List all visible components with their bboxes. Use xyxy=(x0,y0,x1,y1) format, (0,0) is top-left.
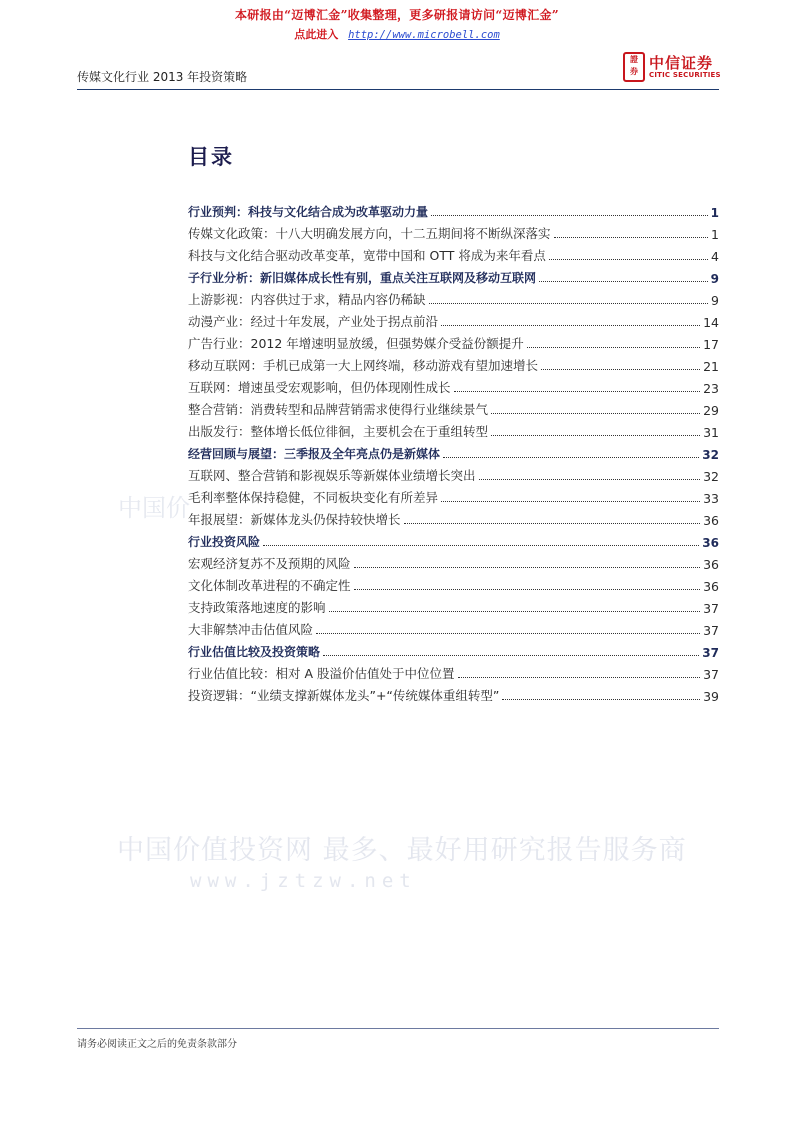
toc-entry-page: 36 xyxy=(703,513,719,528)
toc-leader-dots xyxy=(354,588,701,590)
toc-entry-page: 37 xyxy=(703,623,719,638)
toc-entry-title: 宏观经济复苏不及预期的风险 xyxy=(188,556,351,571)
logo-name-cn: 中信证券 xyxy=(649,54,714,72)
toc-entry[interactable] xyxy=(188,330,719,352)
banner-link-row xyxy=(0,26,794,42)
toc-entry-title: 传媒文化政策：十八大明确发展方向，十二五期间将不断纵深落实 xyxy=(188,226,551,241)
toc-entry[interactable] xyxy=(188,220,719,242)
toc-entry-title: 行业估值比较及投资策略 xyxy=(188,645,321,659)
toc-entry[interactable] xyxy=(188,462,719,484)
toc-leader-dots xyxy=(454,390,701,392)
toc-entry-title: 整合营销：消费转型和品牌营销需求使得行业继续景气 xyxy=(188,402,489,417)
toc-entry-page: 37 xyxy=(703,667,719,682)
toc-entry-page: 36 xyxy=(703,579,719,594)
toc-entry[interactable] xyxy=(188,198,719,220)
toc-entry[interactable] xyxy=(188,264,719,286)
toc-entry-title: 毛利率整体保持稳健，不同板块变化有所差异 xyxy=(188,490,439,505)
watermark-mid: 中国价 xyxy=(118,494,190,522)
toc-entry-page: 32 xyxy=(703,469,719,484)
toc-entry[interactable] xyxy=(188,374,719,396)
toc-entry-page: 36 xyxy=(702,536,719,550)
toc-entry-title: 动漫产业：经过十年发展，产业处于拐点前沿 xyxy=(188,314,439,329)
toc-entry-title: 移动互联网：手机已成第一大上网终端，移动游戏有望加速增长 xyxy=(188,358,539,373)
citic-logo-mark-icon xyxy=(623,52,645,82)
toc-entry-title: 大非解禁冲击估值风险 xyxy=(188,622,314,637)
toc-entry-title: 科技与文化结合驱动改革变革，宽带中国和 OTT 将成为来年看点 xyxy=(188,248,546,263)
toc-entry[interactable] xyxy=(188,506,719,528)
toc-entry[interactable] xyxy=(188,638,719,660)
toc-entry-page: 1 xyxy=(710,206,719,220)
watermark-line2: www.jztzw.net xyxy=(190,870,417,892)
toc-entry-page: 36 xyxy=(703,557,719,572)
toc-entry-title: 投资逻辑：“业绩支撑新媒体龙头”+“传统媒体重组转型” xyxy=(188,688,500,703)
toc-entry-page: 17 xyxy=(703,337,719,352)
toc-entry[interactable] xyxy=(188,418,719,440)
toc-entry-title: 支持政策落地速度的影响 xyxy=(188,600,326,615)
footer-disclaimer: 请务必阅读正文之后的免责条款部分 xyxy=(77,1039,237,1050)
toc-entry-page: 32 xyxy=(702,448,719,462)
header-divider xyxy=(77,89,719,90)
toc-entry-page: 23 xyxy=(703,381,719,396)
toc-entry-title: 文化体制改革进程的不确定性 xyxy=(188,578,351,593)
toc-entry[interactable] xyxy=(188,528,719,550)
banner-link-label: 点此进入 xyxy=(294,28,339,41)
toc-leader-dots xyxy=(441,500,700,502)
toc-entry-page: 37 xyxy=(702,646,719,660)
toc-entry[interactable] xyxy=(188,242,719,264)
toc-leader-dots xyxy=(441,324,700,326)
toc-heading: 目录 xyxy=(188,145,234,169)
toc-leader-dots xyxy=(541,368,700,370)
toc-entry-page: 37 xyxy=(703,601,719,616)
toc-entry-page: 14 xyxy=(703,315,719,330)
banner-link-url[interactable]: http://www.microbell.com xyxy=(348,29,500,41)
logo-mark-bottom: 券 xyxy=(630,67,638,76)
toc-entry[interactable] xyxy=(188,660,719,682)
toc-entry-page: 1 xyxy=(711,227,719,242)
watermark-line1: 中国价值投资网 最多、最好用研究报告服务商 xyxy=(117,835,687,866)
toc-leader-dots xyxy=(502,698,700,700)
toc-entry-title: 出版发行：整体增长低位徘徊，主要机会在于重组转型 xyxy=(188,424,489,439)
toc-entry-page: 33 xyxy=(703,491,719,506)
toc-entry-page: 4 xyxy=(711,249,719,264)
toc-entry-title: 行业投资风险 xyxy=(188,535,261,549)
toc-leader-dots xyxy=(329,610,701,612)
toc-entry-page: 31 xyxy=(703,425,719,440)
toc-entry[interactable] xyxy=(188,550,719,572)
toc-entry[interactable] xyxy=(188,286,719,308)
toc-entry-page: 39 xyxy=(703,689,719,704)
toc-leader-dots xyxy=(429,302,709,304)
toc-entry-title: 互联网：增速虽受宏观影响，但仍体现刚性成长 xyxy=(188,380,451,395)
toc-entry[interactable] xyxy=(188,616,719,638)
toc-entry-title: 上游影视：内容供过于求，精品内容仍稀缺 xyxy=(188,292,426,307)
toc-entry-page: 9 xyxy=(711,293,719,308)
toc-leader-dots xyxy=(491,434,700,436)
citic-logo xyxy=(623,52,733,86)
toc-leader-dots xyxy=(354,566,701,568)
toc-entry-page: 29 xyxy=(703,403,719,418)
toc-entry-title: 经营回顾与展望：三季报及全年亮点仍是新媒体 xyxy=(188,447,441,461)
toc-leader-dots xyxy=(404,522,701,524)
toc-leader-dots xyxy=(479,478,701,480)
toc-leader-dots xyxy=(316,632,700,634)
toc-entry[interactable] xyxy=(188,594,719,616)
top-banner xyxy=(0,6,794,42)
toc-entry-title: 行业预判：科技与文化结合成为改革驱动力量 xyxy=(188,205,429,219)
toc-entry-title: 子行业分析：新旧媒体成长性有别，重点关注互联网及移动互联网 xyxy=(188,271,537,285)
toc-entry[interactable] xyxy=(188,308,719,330)
toc-entry[interactable] xyxy=(188,484,719,506)
report-title: 传媒文化行业 2013 年投资策略 xyxy=(77,70,248,84)
toc-leader-dots xyxy=(539,280,708,282)
footer-divider xyxy=(77,1028,719,1029)
toc-entry[interactable] xyxy=(188,572,719,594)
toc-leader-dots xyxy=(323,654,699,656)
toc-entry-title: 年报展望：新媒体龙头仍保持较快增长 xyxy=(188,512,401,527)
toc-entry-title: 行业估值比较：相对 A 股溢价估值处于中位位置 xyxy=(188,666,455,681)
toc-leader-dots xyxy=(491,412,700,414)
toc-leader-dots xyxy=(549,258,708,260)
logo-name-en: CITIC SECURITIES xyxy=(649,71,721,79)
toc-entry[interactable] xyxy=(188,440,719,462)
banner-notice: 本研报由“迈博汇金”收集整理，更多研报请访问“迈博汇金” xyxy=(234,8,559,22)
toc-entry-page: 9 xyxy=(710,272,719,286)
toc-entry[interactable] xyxy=(188,396,719,418)
toc-leader-dots xyxy=(263,544,699,546)
toc-entry[interactable] xyxy=(188,682,719,704)
table-of-contents xyxy=(188,198,719,704)
toc-leader-dots xyxy=(431,214,708,216)
toc-entry[interactable] xyxy=(188,352,719,374)
toc-leader-dots xyxy=(527,346,700,348)
toc-entry-page: 21 xyxy=(703,359,719,374)
logo-mark-top: 證 xyxy=(630,55,638,64)
toc-entry-title: 互联网、整合营销和影视娱乐等新媒体业绩增长突出 xyxy=(188,468,476,483)
toc-leader-dots xyxy=(554,236,709,238)
toc-leader-dots xyxy=(443,456,699,458)
toc-entry-title: 广告行业：2012 年增速明显放缓，但强势媒介受益份额提升 xyxy=(188,336,524,351)
toc-leader-dots xyxy=(458,676,701,678)
